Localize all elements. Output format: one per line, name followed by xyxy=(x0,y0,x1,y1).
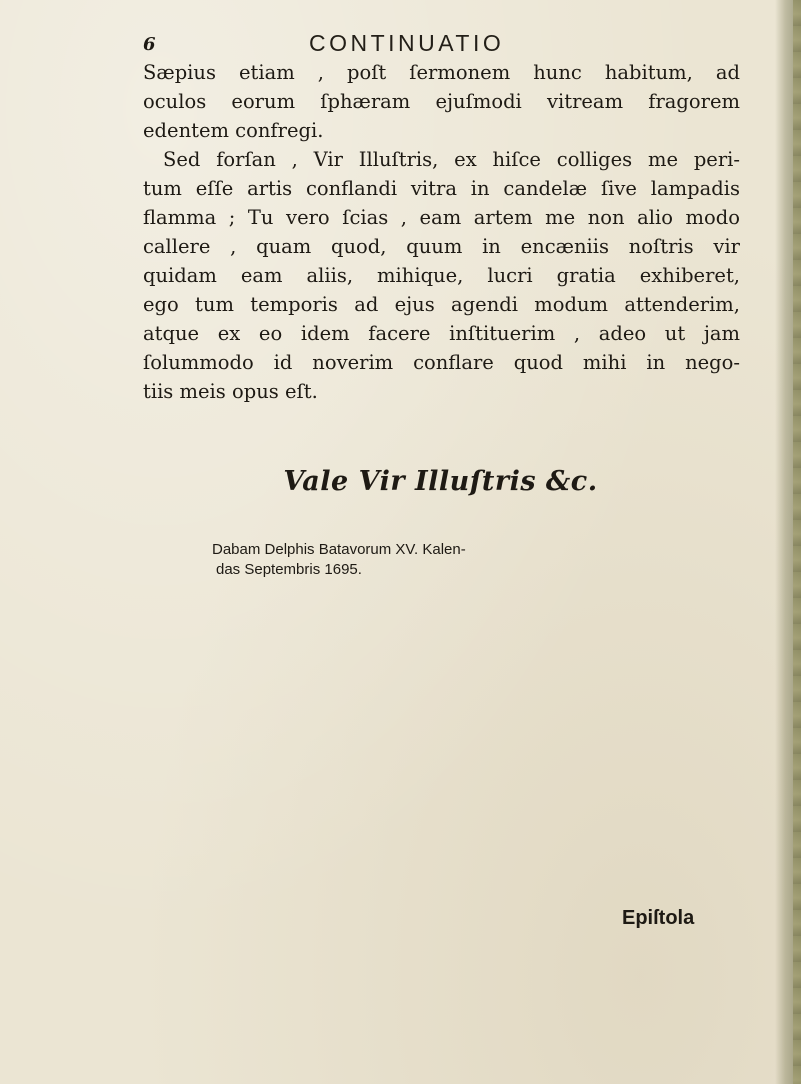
text-line: edentem confregi. xyxy=(143,119,324,142)
catchword: Epiſtola xyxy=(622,907,695,929)
text-line: oculos eorum ſphæram ejuſmodi vitream fragorem xyxy=(143,90,740,113)
page-number: 6 xyxy=(143,34,156,55)
dateline xyxy=(212,540,572,580)
text-line: flamma ; Tu vero ſcias , eam artem me non alio modo xyxy=(143,206,740,229)
text-line: tiis meis opus eſt. xyxy=(143,380,318,403)
page-edge xyxy=(775,0,801,1084)
body-text xyxy=(143,58,740,406)
text-line: Sed forſan , Vir Illuſtris, ex hiſce colliges me peri- xyxy=(163,148,740,171)
dateline-line: das Septembris 1695. xyxy=(216,561,362,578)
dateline-line: Dabam Delphis Batavorum XV. Kalen- xyxy=(212,541,466,558)
running-title: CONTINUATIO xyxy=(309,30,505,56)
text-line: ſolummodo id noverim conflare quod mihi in nego- xyxy=(143,351,740,374)
closing-salutation: Vale Vir Illuſtris &c. xyxy=(283,466,598,497)
text-line: callere , quam quod, quum in encæniis noſtris vir xyxy=(143,235,740,258)
text-line: ego tum temporis ad ejus agendi modum attenderim, xyxy=(143,293,740,316)
text-line: Sæpius etiam , poſt ſermonem hunc habitum, ad xyxy=(143,61,740,84)
text-line: tum eſſe artis conflandi vitra in candelæ ſive lampadis xyxy=(143,177,740,200)
text-line: quidam eam aliis, mihique, lucri gratia exhiberet, xyxy=(143,264,740,287)
text-line: atque ex eo idem facere inſtituerim , adeo ut jam xyxy=(143,322,740,345)
